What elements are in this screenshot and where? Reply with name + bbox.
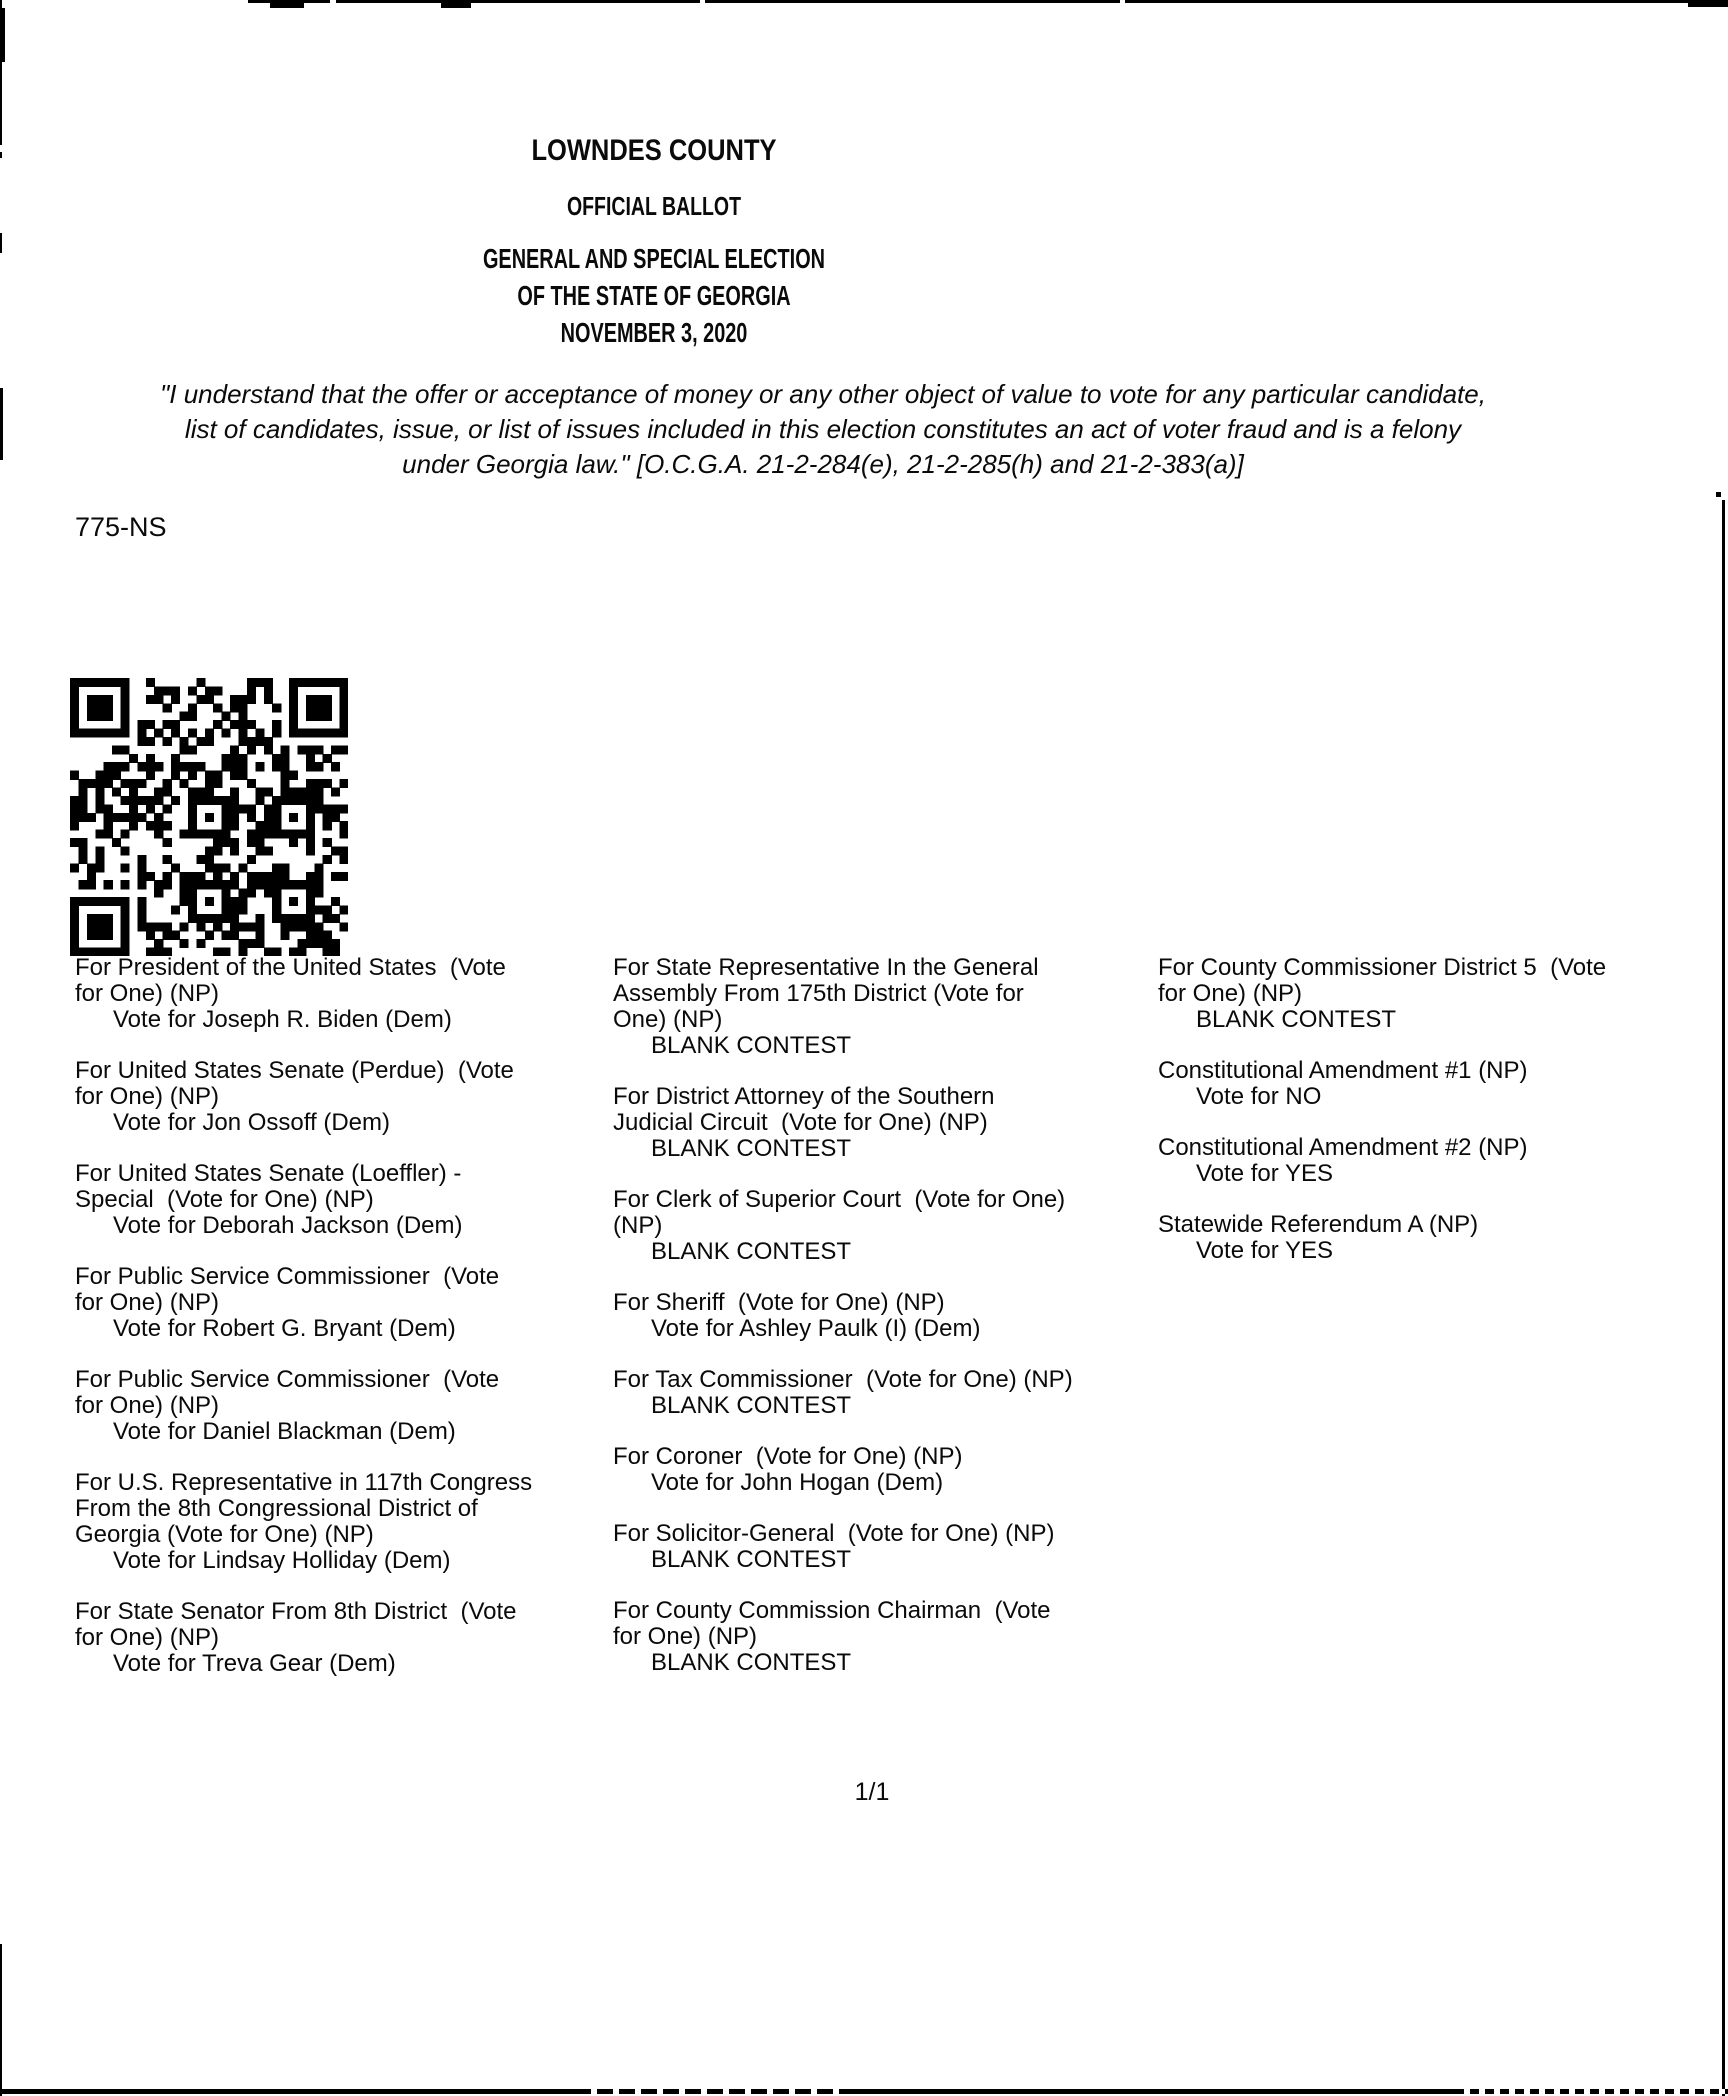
contest-header-line: For Public Service Commissioner (Vote <box>75 1263 500 1290</box>
contest-block <box>75 1599 615 1677</box>
scan-artifact-bottom-dots <box>1455 2089 1728 2094</box>
contest-vote-line: BLANK CONTEST <box>651 1032 852 1059</box>
contest-header-line: for One) (NP) <box>1158 980 1303 1007</box>
contest-vote-line: BLANK CONTEST <box>651 1238 852 1265</box>
contest-header-line: For Public Service Commissioner (Vote <box>75 1366 500 1393</box>
contest-vote-line: Vote for YES <box>1196 1237 1333 1264</box>
contest-header-line: (NP) <box>613 1212 663 1239</box>
contest-block <box>613 1187 1161 1265</box>
contest-header-line: For U.S. Representative in 117th Congress <box>75 1469 533 1496</box>
contest-header-line: For Tax Commissioner (Vote for One) (NP) <box>613 1366 1073 1393</box>
fraud-disclaimer-line: list of candidates, issue, or list of issues included in this election constitutes an act of voter fraud and is a felony <box>184 414 1462 444</box>
contest-block <box>613 1367 1161 1419</box>
contest-block <box>613 1084 1161 1162</box>
contest-header-line: Georgia (Vote for One) (NP) <box>75 1521 374 1548</box>
contest-vote-line: BLANK CONTEST <box>651 1649 852 1676</box>
contest-column-3 <box>1158 955 1728 1289</box>
contest-header-line: for One) (NP) <box>75 1624 220 1651</box>
contest-header-line: One) (NP) <box>613 1006 723 1033</box>
fraud-disclaimer <box>0 377 1646 482</box>
contest-header-line: For District Attorney of the Southern <box>613 1083 995 1110</box>
contest-block <box>75 1367 615 1445</box>
scan-artifact-top-dash <box>270 0 304 8</box>
contest-block <box>1158 1135 1728 1187</box>
contest-header-line: Constitutional Amendment #2 (NP) <box>1158 1134 1528 1161</box>
contest-vote-line: Vote for Lindsay Holliday (Dem) <box>113 1547 451 1574</box>
contest-header-line: For State Senator From 8th District (Vote <box>75 1598 517 1625</box>
contest-block <box>613 1521 1161 1573</box>
election-title-line: GENERAL AND SPECIAL ELECTION <box>482 243 826 274</box>
contest-vote-line: Vote for Jon Ossoff (Dem) <box>113 1109 390 1136</box>
scan-artifact-bottom-dashes <box>575 2089 840 2094</box>
contest-header-line: for One) (NP) <box>75 980 220 1007</box>
contest-block <box>1158 1058 1728 1110</box>
contest-vote-line: Vote for Daniel Blackman (Dem) <box>113 1418 456 1445</box>
contest-header-line: For Clerk of Superior Court (Vote for One) <box>613 1186 1066 1213</box>
contest-header-line: For State Representative In the General <box>613 954 1039 981</box>
contest-header-line: Constitutional Amendment #1 (NP) <box>1158 1057 1528 1084</box>
qr-code-pattern <box>70 678 348 956</box>
contest-column-2 <box>613 955 1161 1701</box>
contest-block <box>75 1470 615 1574</box>
contest-block <box>613 1290 1161 1342</box>
contest-header-line: Statewide Referendum A (NP) <box>1158 1211 1479 1238</box>
official-ballot-title: OFFICIAL BALLOT <box>566 191 742 221</box>
contest-header-line: for One) (NP) <box>75 1083 220 1110</box>
contest-header-line: For United States Senate (Perdue) (Vote <box>75 1057 514 1084</box>
contest-vote-line: BLANK CONTEST <box>1196 1006 1397 1033</box>
contest-vote-line: BLANK CONTEST <box>651 1135 852 1162</box>
election-title-line: OF THE STATE OF GEORGIA <box>517 280 791 311</box>
contest-vote-line: Vote for Deborah Jackson (Dem) <box>113 1212 463 1239</box>
election-title-line: NOVEMBER 3, 2020 <box>560 317 748 348</box>
scan-artifact-right-tick <box>1716 492 1721 497</box>
contest-block <box>613 1444 1161 1496</box>
contest-header-line: For United States Senate (Loeffler) - <box>75 1160 462 1187</box>
contest-vote-line: BLANK CONTEST <box>651 1392 852 1419</box>
contest-block <box>75 1058 615 1136</box>
page-number: 1/1 <box>854 1778 890 1806</box>
contest-header-line: Judicial Circuit (Vote for One) (NP) <box>613 1109 988 1136</box>
ballot-style-code: 775-NS <box>75 512 167 542</box>
contest-header-line: Assembly From 175th District (Vote for <box>613 980 1024 1007</box>
contest-block <box>613 1598 1161 1676</box>
fraud-disclaimer-line: under Georgia law." [O.C.G.A. 21-2-284(e), 21-2-285(h) and 21-2-383(a)] <box>402 449 1244 479</box>
contest-vote-line: Vote for Joseph R. Biden (Dem) <box>113 1006 452 1033</box>
contest-vote-line: Vote for NO <box>1196 1083 1322 1110</box>
scan-artifact-top-dash <box>441 0 471 8</box>
contest-header-line: For County Commissioner District 5 (Vote <box>1158 954 1607 981</box>
qr-code <box>70 678 348 956</box>
scan-artifact-left-edge <box>0 152 2 158</box>
contest-header-line: For Solicitor-General (Vote for One) (NP) <box>613 1520 1055 1547</box>
contest-column-1 <box>75 955 615 1702</box>
contest-header-line: For President of the United States (Vote <box>75 954 506 981</box>
contest-vote-line: Vote for YES <box>1196 1160 1333 1187</box>
county-title: LOWNDES COUNTY <box>531 134 777 167</box>
contest-vote-line: Vote for John Hogan (Dem) <box>651 1469 944 1496</box>
contest-block <box>75 955 615 1033</box>
contest-vote-line: BLANK CONTEST <box>651 1546 852 1573</box>
contest-header-line: For Coroner (Vote for One) (NP) <box>613 1443 963 1470</box>
scan-artifact-right-edge <box>1722 500 1725 2096</box>
scan-artifact-top-dash <box>1688 0 1728 7</box>
contest-header-line: for One) (NP) <box>75 1392 220 1419</box>
scan-artifact-left-edge <box>0 233 2 253</box>
contest-block <box>75 1264 615 1342</box>
contest-vote-line: Vote for Ashley Paulk (I) (Dem) <box>651 1315 981 1342</box>
contest-vote-line: Vote for Robert G. Bryant (Dem) <box>113 1315 456 1342</box>
scan-artifact-top-gap <box>1120 0 1125 3</box>
contest-block <box>1158 955 1728 1033</box>
contest-vote-line: Vote for Treva Gear (Dem) <box>113 1650 396 1677</box>
contest-block <box>613 955 1161 1059</box>
contest-header-line: for One) (NP) <box>613 1623 758 1650</box>
scan-artifact-left-edge <box>0 1944 2 2096</box>
scan-artifact-left-edge <box>0 0 2 145</box>
contest-header-line: for One) (NP) <box>75 1289 220 1316</box>
contest-header-line: Special (Vote for One) (NP) <box>75 1186 374 1213</box>
fraud-disclaimer-line: "I understand that the offer or acceptance of money or any other object of value to vote for any particular candidate, <box>160 379 1486 409</box>
scan-artifact-top-gap <box>700 0 705 3</box>
contest-block <box>1158 1212 1728 1264</box>
scan-artifact-top-gap <box>330 0 336 3</box>
contest-header-line: For County Commission Chairman (Vote <box>613 1597 1051 1624</box>
contest-header-line: From the 8th Congressional District of <box>75 1495 478 1522</box>
contest-block <box>75 1161 615 1239</box>
contest-header-line: For Sheriff (Vote for One) (NP) <box>613 1289 945 1316</box>
